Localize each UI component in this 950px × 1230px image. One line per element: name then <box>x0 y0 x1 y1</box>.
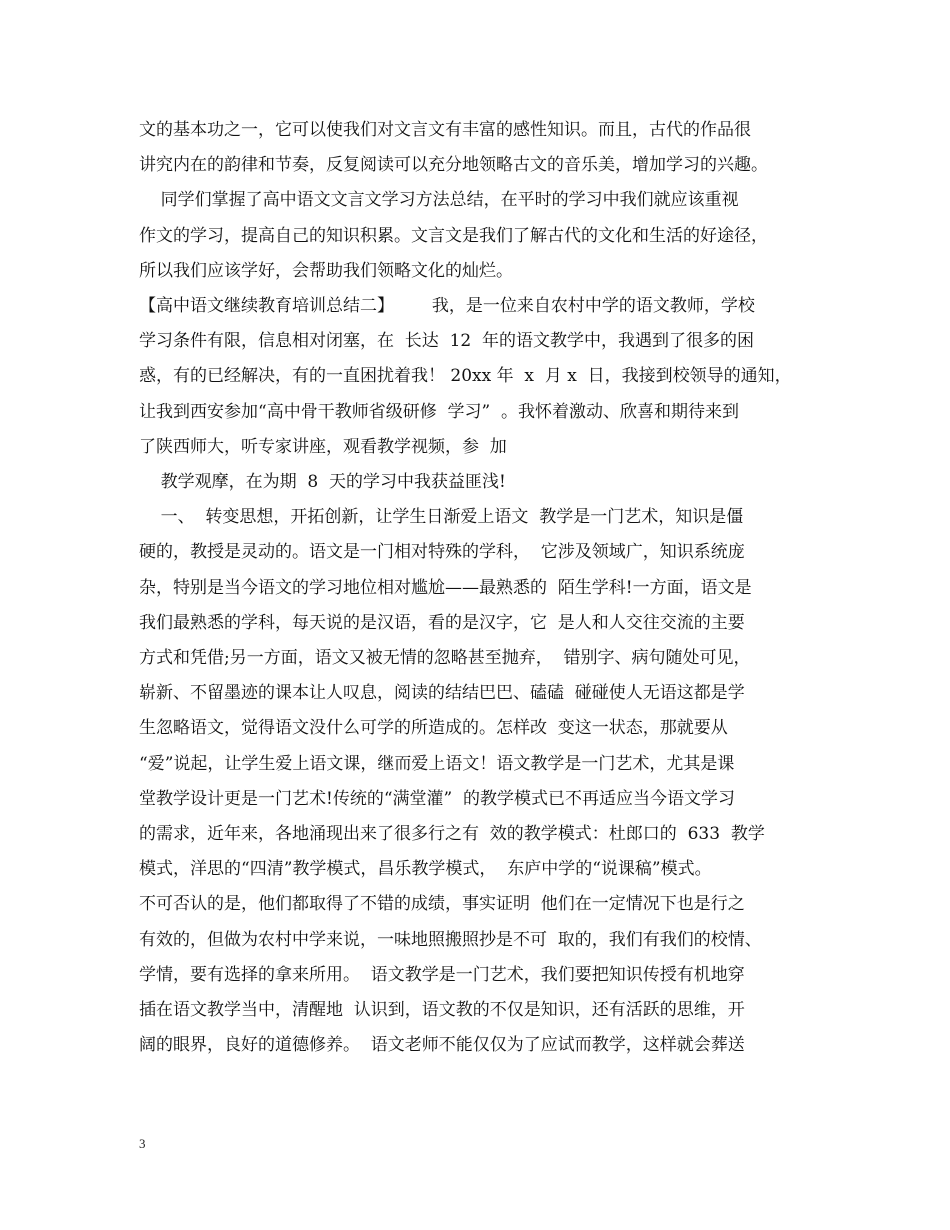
text-line: 插在语文教学当中，清醒地 认识到，语文教的不仅是知识，还有活跃的思维，开 <box>139 1000 745 1020</box>
text-line: 【高中语文继续教育培训总结二】 我，是一位来自农村中学的语文教师，学校 <box>139 296 755 316</box>
text-line: 作文的学习，提高自己的知识积累。文言文是我们了解古代的文化和生活的好途径， <box>139 226 768 246</box>
text-line: 杂，特别是当今语文的学习地位相对尴尬——最熟悉的 陌生学科!一方面，语文是 <box>139 578 752 598</box>
text-line: 我们最熟悉的学科，每天说的是汉语，看的是汉字，它 是人和人交往交流的主要 <box>139 613 745 633</box>
text-line: 文的基本功之一，它可以使我们对文言文有丰富的感性知识。而且，古代的作品很 <box>139 120 751 140</box>
text-line: “爱”说起，让学生爱上语文课，继而爱上语文！语文教学是一门艺术，尤其是课 <box>139 754 735 774</box>
text-line: 惑，有的已经解决，有的一直困扰着我！ 20xx 年 x 月 x 日，我接到校领导的通知， <box>139 366 792 386</box>
text-line: 的需求，近年来，各地涌现出来了很多行之有 效的教学模式：杜郎口的 633 教学 <box>139 824 765 844</box>
text-line: 有效的，但做为农村中学来说，一味地照搬照抄是不可 取的，我们有我们的校情、 <box>139 930 762 950</box>
text-line: 硬的，教授是灵动的。语文是一门相对特殊的学科， 它涉及领域广，知识系统庞 <box>139 542 745 562</box>
text-line: 一、 转变思想，开拓创新，让学生日渐爱上语文 教学是一门艺术，知识是僵 <box>139 507 744 527</box>
text-line: 崭新、不留墨迹的课本让人叹息，阅读的结结巴巴、磕磕 碰碰使人无语这都是学 <box>139 683 745 703</box>
text-line: 所以我们应该学好，会帮助我们领略文化的灿烂。 <box>139 261 513 281</box>
text-line: 让我到西安参加“高中骨干教师省级研修 学习” 。我怀着激动、欣喜和期待来到 <box>139 402 739 422</box>
text-line: 学习条件有限，信息相对闭塞，在 长达 12 年的语文教学中，我遇到了很多的困 <box>139 331 755 351</box>
text-line: 阔的眼界，良好的道德修养。 语文老师不能仅仅为了应试而教学，这样就会葬送 <box>139 1035 745 1055</box>
text-line: 了陕西师大，听专家讲座，观看教学视频，参 加 <box>139 437 507 457</box>
text-line: 模式，洋思的“四清”教学模式，昌乐教学模式， 东庐中学的“说课稿”模式。 <box>139 859 712 879</box>
text-line: 堂教学设计更是一门艺术!传统的“满堂灌” 的教学模式已不再适应当今语文学习 <box>139 789 736 809</box>
text-line: 方式和凭借;另一方面，语文又被无情的忽略甚至抛弃， 错别字、病句随处可见， <box>139 648 751 668</box>
text-line: 学情，要有选择的拿来所用。 语文教学是一门艺术，我们要把知识传授有机地穿 <box>139 965 745 985</box>
page-number: 3 <box>139 1136 146 1151</box>
text-line: 不可否认的是，他们都取得了不错的成绩，事实证明 他们在一定情况下也是行之 <box>139 894 745 914</box>
text-line: 讲究内在的韵律和节奏，反复阅读可以充分地领略古文的音乐美，增加学习的兴趣。 <box>139 155 768 175</box>
text-line: 生忽略语文，觉得语文没什么可学的所造成的。怎样改 变这一状态，那就要从 <box>139 718 728 738</box>
text-line: 同学们掌握了高中语文文言文学习方法总结，在平时的学习中我们就应该重视 <box>139 190 739 210</box>
text-line: 教学观摩，在为期 8 天的学习中我获益匪浅! <box>139 472 506 492</box>
